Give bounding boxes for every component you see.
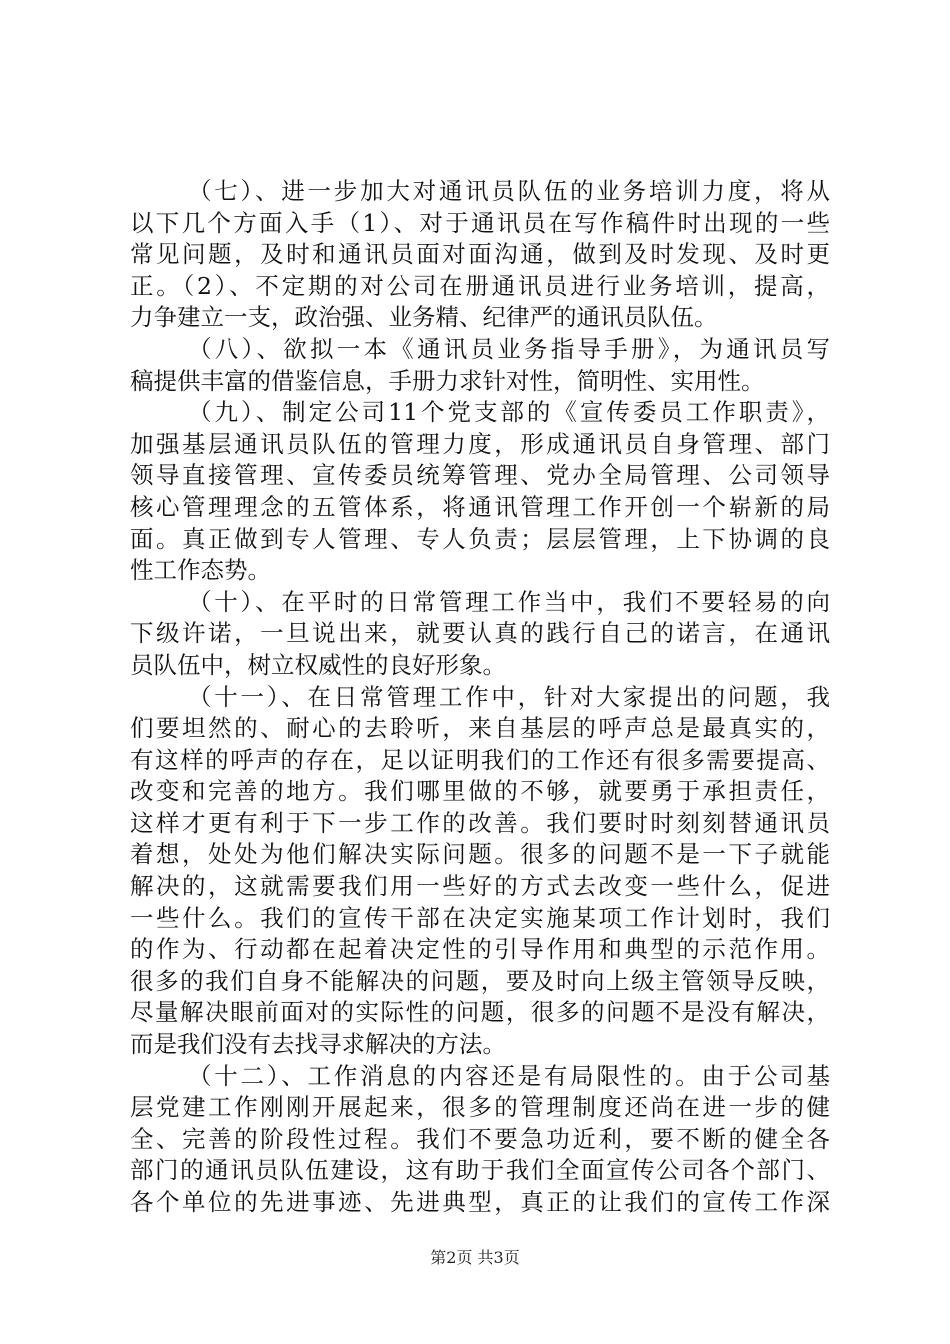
paragraph-9-line: 核心管理理念的五管体系，将通讯管理工作开创一个崭新的局 xyxy=(130,492,830,521)
paragraph-12-line: （十二）、工作消息的内容还是有局限性的。由于公司基 xyxy=(188,1061,830,1090)
paragraph-10-line: （十）、在平时的日常管理工作当中，我们不要轻易的向 xyxy=(188,587,830,616)
paragraph-11-line: （十一）、在日常管理工作中，针对大家提出的问题，我 xyxy=(188,682,830,711)
paragraph-11-line: 们要坦然的、耐心的去聆听，来自基层的呼声总是最真实的， xyxy=(130,714,830,743)
paragraph-7-line: （七）、进一步加大对通讯员队伍的业务培训力度，将从 xyxy=(188,177,830,205)
paragraph-12-line: 全、完善的阶段性过程。我们不要急功近利，要不断的健全各 xyxy=(130,1124,830,1153)
paragraph-12-line: 层党建工作刚刚开展起来，很多的管理制度还尚在进一步的健 xyxy=(130,1093,830,1122)
document-body xyxy=(130,176,830,1219)
paragraph-11-line: 改变和完善的地方。我们哪里做的不够，就要勇于承担责任， xyxy=(130,777,830,806)
paragraph-11-line: 有这样的呼声的存在，足以证明我们的工作还有很多需要提高、 xyxy=(130,745,830,774)
paragraph-11-line: 很多的我们自身不能解决的问题，要及时向上级主管领导反映， xyxy=(130,966,830,995)
paragraph-7-line: 正。（2）、不定期的对公司在册通讯员进行业务培训，提高， xyxy=(130,271,830,300)
paragraph-7-line: 力争建立一支，政治强、业务精、纪律严的通讯员队伍。 xyxy=(130,303,718,332)
paragraph-8-line: 稿提供丰富的借鉴信息，手册力求针对性，简明性、实用性。 xyxy=(130,366,765,395)
paragraph-9-line: 面。真正做到专人管理、专人负责；层层管理，上下协调的良 xyxy=(130,524,830,553)
paragraph-10-line: 员队伍中，树立权威性的良好形象。 xyxy=(130,650,506,679)
paragraph-11-line: 的作为、行动都在起着决定性的引导作用和典型的示范作用。 xyxy=(130,935,830,964)
paragraph-11-line: 解决的，这就需要我们用一些好的方式去改变一些什么，促进 xyxy=(130,872,830,901)
paragraph-7-line: 常见问题，及时和通讯员面对面沟通，做到及时发现、及时更 xyxy=(130,240,830,269)
paragraph-10-line: 下级许诺，一旦说出来，就要认真的践行自己的诺言，在通讯 xyxy=(130,619,830,648)
paragraph-8-line: （八）、欲拟一本《通讯员业务指导手册》，为通讯员写 xyxy=(188,334,830,363)
paragraph-11-line: 着想，处处为他们解决实际问题。很多的问题不是一下子就能 xyxy=(130,840,830,869)
paragraph-9-line: 领导直接管理、宣传委员统筹管理、党办全局管理、公司领导 xyxy=(130,461,830,490)
paragraph-11-line: 这样才更有利于下一步工作的改善。我们要时时刻刻替通讯员 xyxy=(130,808,830,837)
paragraph-9-line: 性工作态势。 xyxy=(130,556,271,585)
paragraph-9-line: （九）、制定公司11个党支部的《宣传委员工作职责》， xyxy=(188,398,830,427)
paragraph-12-line: 部门的通讯员队伍建设，这有助于我们全面宣传公司各个部门、 xyxy=(130,1156,830,1185)
paragraph-11-line: 尽量解决眼前面对的实际性的问题，很多的问题不是没有解决， xyxy=(130,998,830,1027)
paragraph-12-line: 各个单位的先进事迹、先进典型，真正的让我们的宣传工作深 xyxy=(130,1188,830,1216)
paragraph-11-line: 一些什么。我们的宣传干部在决定实施某项工作计划时，我们 xyxy=(130,903,830,932)
paragraph-9-line: 加强基层通讯员队伍的管理力度，形成通讯员自身管理、部门 xyxy=(130,429,830,458)
paragraph-11-line: 而是我们没有去找寻求解决的方法。 xyxy=(130,1030,506,1059)
paragraph-7-line: 以下几个方面入手（1）、对于通讯员在写作稿件时出现的一些 xyxy=(130,208,830,237)
page-footer: 第2页 共3页 xyxy=(430,1248,520,1267)
